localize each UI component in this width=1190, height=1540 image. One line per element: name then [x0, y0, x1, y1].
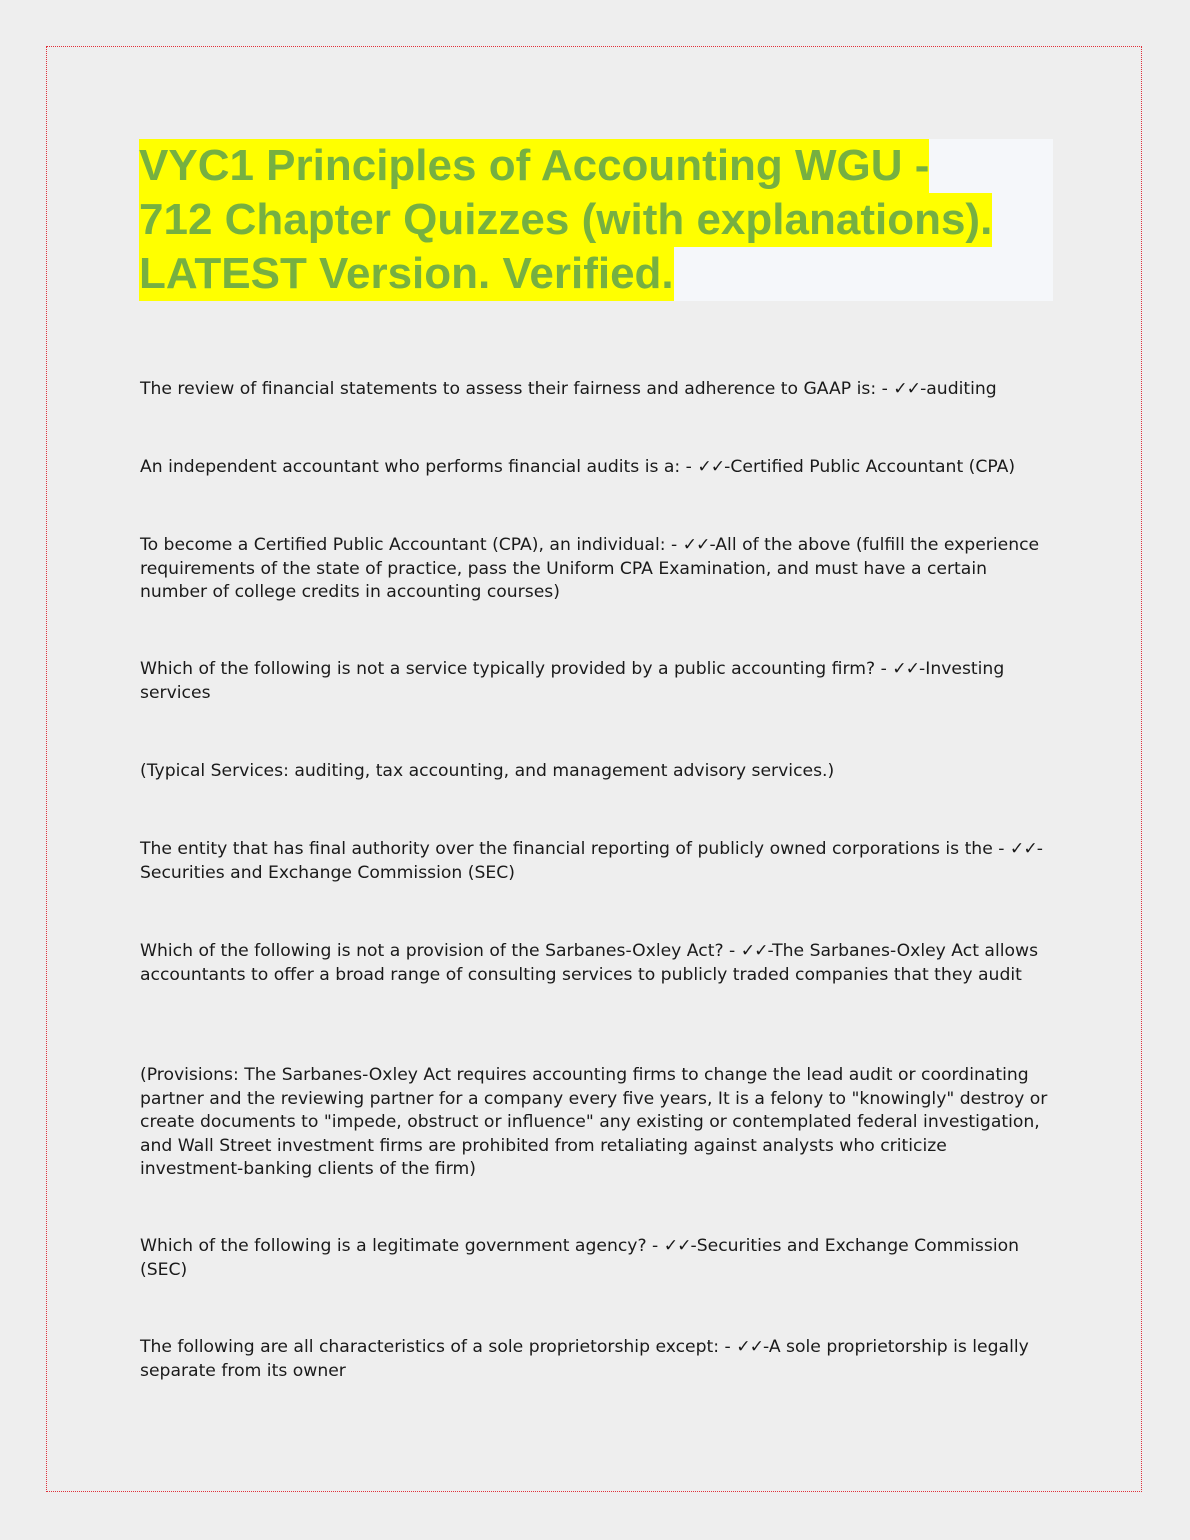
answer-text: -Certified Public Accountant (CPA) [724, 457, 1016, 477]
title-line-2: 712 Chapter Quizzes (with explanations). [139, 193, 992, 247]
answer-text: -A sole proprietorship is legally separate from its owner [140, 1337, 1029, 1381]
question-text: To become a Certified Public Accountant (CPA), an individual: - [140, 535, 683, 555]
qa-item-5 [140, 838, 1052, 940]
answer-text: -Investing services [140, 659, 1005, 703]
check-mark-icon: ✓✓ [893, 379, 921, 399]
qa-item-4 [140, 658, 1052, 760]
question-text: The following are all characteristics of a sole proprietorship except: - [140, 1337, 737, 1357]
qa-item-6 [140, 940, 1052, 1064]
answer-text: -Securities and Exchange Commission (SEC) [140, 839, 1043, 883]
title-line-1: VYC1 Principles of Accounting WGU - [139, 139, 929, 193]
title-line-3: LATEST Version. Verified. [139, 247, 674, 301]
qa-list [140, 378, 1052, 1383]
question-text: The entity that has final authority over the financial reporting of publicly owned corporations is the - [140, 839, 1010, 859]
check-mark-icon: ✓✓ [1009, 839, 1037, 859]
qa-item-2 [140, 456, 1052, 534]
check-mark-icon: ✓✓ [892, 659, 920, 679]
answer-text: -The Sarbanes-Oxley Act allows accountants to offer a broad range of consulting services to publicly traded companies that they audit [140, 941, 1039, 985]
check-mark-icon: ✓✓ [697, 457, 725, 477]
answer-text: -Securities and Exchange Commission (SEC) [140, 1236, 1020, 1280]
question-text: Which of the following is a legitimate government agency? - [140, 1236, 664, 1256]
qa-note-typical-services: (Typical Services: auditing, tax accounting, and management advisory services.) [140, 761, 835, 781]
question-text: Which of the following is not a provision of the Sarbanes-Oxley Act? - [140, 941, 741, 961]
document-title [139, 139, 992, 301]
qa-item-1 [140, 378, 1052, 456]
check-mark-icon: ✓✓ [663, 1236, 691, 1256]
question-text: Which of the following is not a service typically provided by a public accounting firm? - [140, 659, 893, 679]
check-mark-icon: ✓✓ [736, 1337, 763, 1357]
question-text: The review of financial statements to assess their fairness and adherence to GAAP is: - [140, 379, 894, 399]
answer-text: -auditing [920, 379, 997, 399]
check-mark-icon: ✓✓ [740, 941, 768, 961]
qa-note-provisions: (Provisions: The Sarbanes-Oxley Act requires accounting firms to change the lead audit or coordinating partner and the reviewing partner for a company every five years, It is a felony to "knowingly" destroy or create documents to "impede, obstruct or influence" any existing or contemplated federal investigation, and Wall Street investment firms are prohibited from retaliating against analysts who criticize investment-banking clients of the firm) [140, 1065, 1048, 1179]
check-mark-icon: ✓✓ [682, 535, 710, 555]
qa-item-8 [140, 1336, 1052, 1383]
title-block [139, 139, 1053, 301]
answer-text: -All of the above (fulfill the experience requirements of the state of practice, pass the Uniform CPA Examination, and must have a certain number of college credits in accounting courses) [140, 535, 1040, 602]
qa-item-3 [140, 534, 1052, 658]
qa-item-7 [140, 1235, 1052, 1336]
question-text: An independent accountant who performs financial audits is a: - [140, 457, 698, 477]
